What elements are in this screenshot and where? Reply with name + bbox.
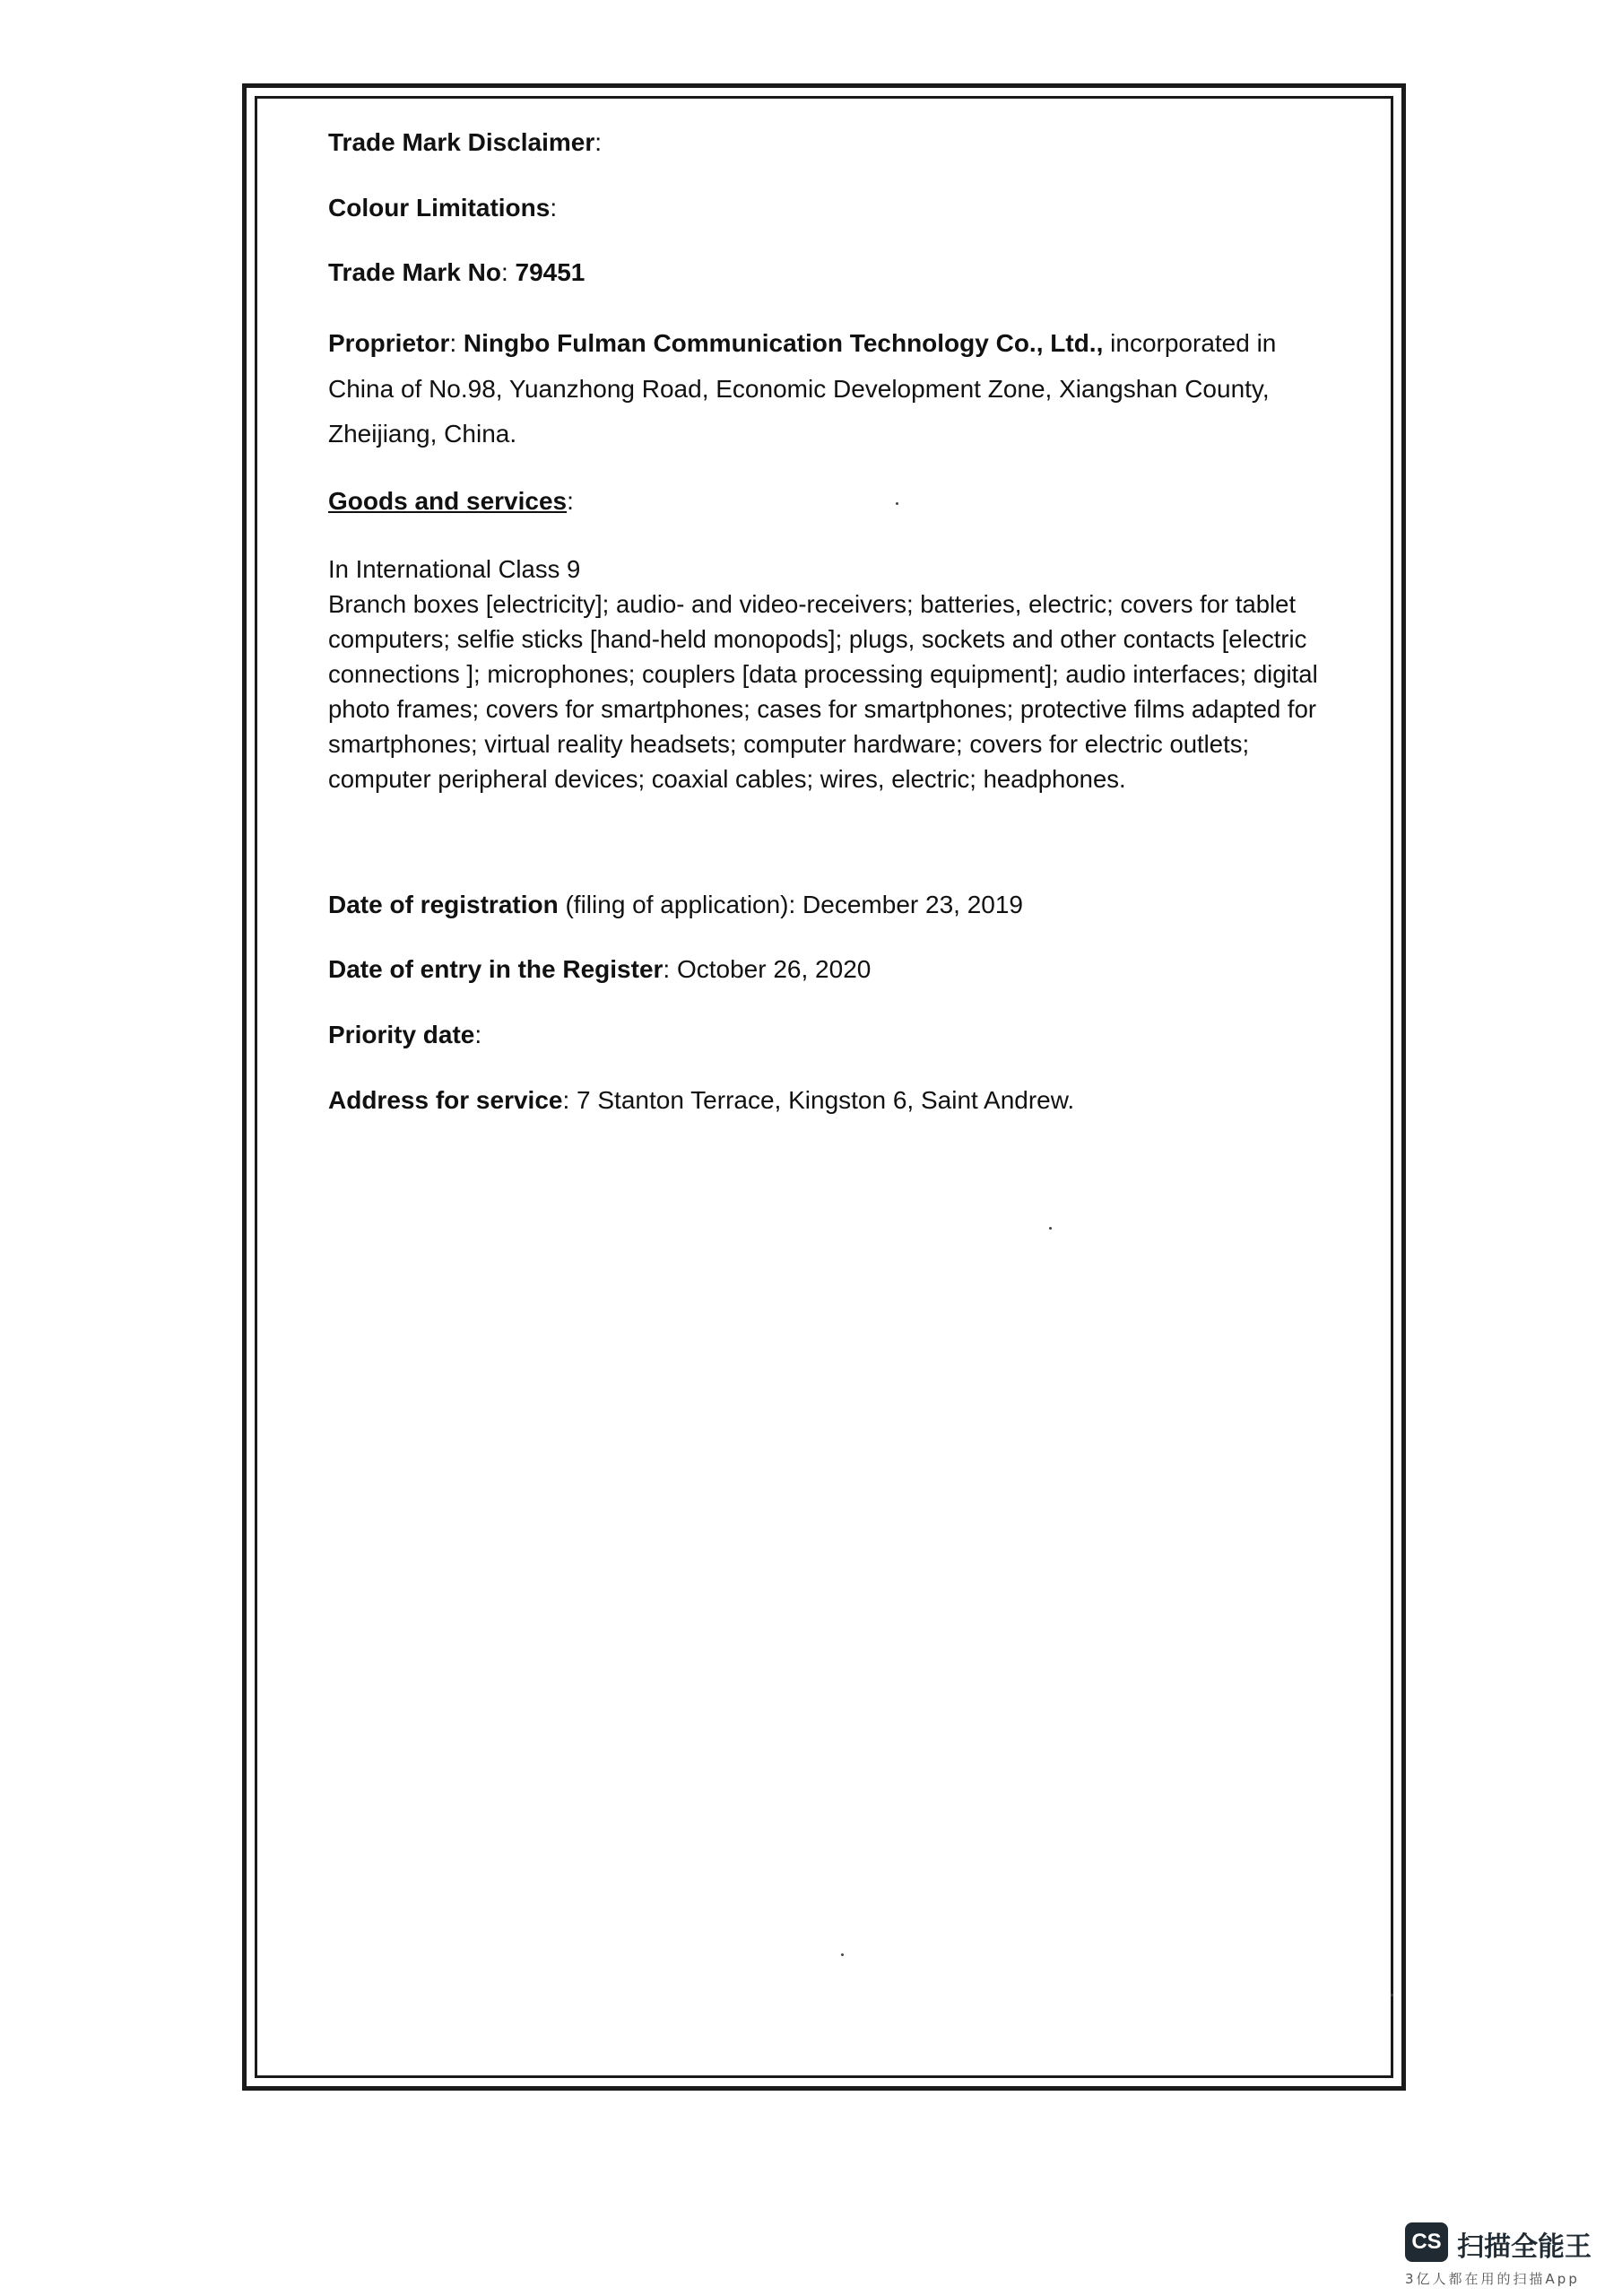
scan-speck (896, 502, 898, 505)
registration-date-value: (filing of application): December 23, 2019 (558, 890, 1023, 918)
address-for-service-field (328, 1083, 1323, 1118)
watermark-tagline: 3亿人都在用的扫描App (1405, 2271, 1580, 2287)
disclaimer-field (328, 126, 1323, 161)
disclaimer-separator: : (594, 128, 603, 156)
trade-mark-number-value: 79451 (515, 258, 585, 287)
scanner-watermark (1405, 2222, 1611, 2285)
proprietor-name: Ningbo Fulman Communication Technology Co., Ltd., (463, 328, 1104, 357)
camscanner-logo-icon: CS (1405, 2222, 1448, 2262)
colour-limitations-separator: : (550, 193, 558, 222)
colour-limitations-label: Colour Limitations (328, 193, 551, 222)
goods-services-heading (328, 484, 1323, 519)
proprietor-label: Proprietor (328, 328, 450, 357)
address-for-service-value: : 7 Stanton Terrace, Kingston 6, Saint Andrew. (562, 1085, 1075, 1114)
entry-date-value: : October 26, 2020 (663, 955, 872, 984)
trade-mark-number-label: Trade Mark No (328, 258, 501, 287)
entry-date-label: Date of entry in the Register (328, 955, 664, 984)
address-for-service-label: Address for service (328, 1085, 563, 1114)
scan-speck (1049, 1227, 1052, 1230)
scan-speck (841, 1953, 844, 1956)
goods-services-label: Goods and services (328, 486, 568, 515)
priority-date-label: Priority date (328, 1021, 475, 1049)
priority-date-field (328, 1018, 1323, 1053)
proprietor-address: incorporated in China of No.98, Yuanzhong Road, Economic Development Zone, Xiangshan County, Zheijiang, China. (328, 328, 1277, 448)
watermark-app-name: 扫描全能王 (1457, 2231, 1592, 2263)
proprietor-field (328, 321, 1323, 457)
goods-services-list (328, 552, 1323, 796)
goods-description: Branch boxes [electricity]; audio- and video-receivers; batteries, electric; covers for tablet computers; selfie sticks [hand-held monopods]; plugs, sockets and other contacts [electric connections ]; microphones; couplers [data processing equipment]; audio interfaces; digital photo frames; covers for smartphones; cases for smartphones; protective films adapted for smartphones; virtual reality headsets; computer hardware; covers for electric outlets; computer peripheral devices; coaxial cables; wires, electric; headphones. (328, 589, 1318, 793)
registration-date-label: Date of registration (328, 890, 559, 918)
spacer (328, 796, 1323, 888)
scan-speck (1391, 1994, 1393, 1996)
entry-date-field (328, 952, 1323, 987)
goods-class: In International Class 9 (328, 554, 581, 583)
goods-services-separator: : (567, 486, 574, 515)
priority-date-separator: : (474, 1021, 482, 1049)
registration-date-field (328, 888, 1323, 923)
trade-mark-number-separator: : (500, 258, 516, 287)
proprietor-separator: : (449, 328, 464, 357)
document-body (328, 126, 1323, 1148)
disclaimer-label: Trade Mark Disclaimer (328, 128, 595, 156)
colour-limitations-field (328, 191, 1323, 226)
trade-mark-number-field (328, 256, 1323, 291)
